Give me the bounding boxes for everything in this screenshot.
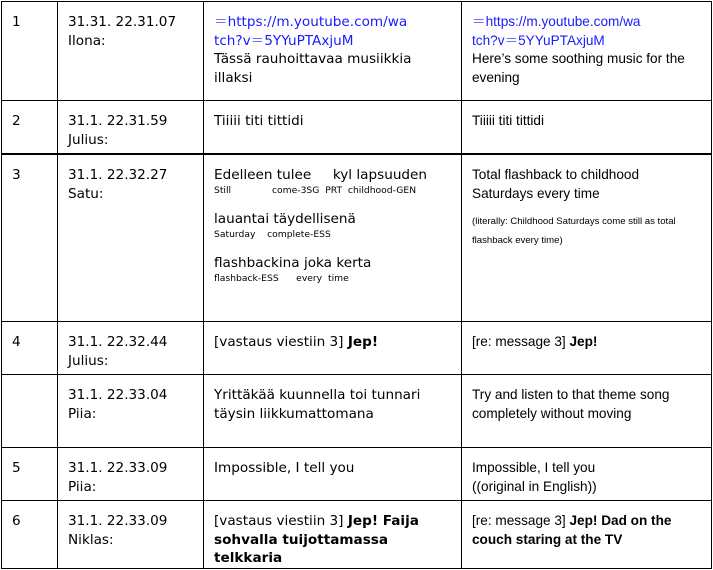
reply-reference: [re: message 3] [472, 513, 566, 528]
english-translation-cell [462, 448, 712, 501]
table-row [2, 501, 712, 569]
finnish-text: Impossible, I tell you [214, 460, 355, 476]
timestamp: 31.1. 22.33.09 [68, 513, 168, 529]
timestamp: 31.1. 22.31.59 [68, 113, 168, 129]
timestamp-speaker-cell [58, 322, 204, 375]
interlinear-gloss: Saturday complete-ESS [214, 229, 331, 240]
english-translation-cell [462, 154, 712, 322]
row-number: 6 [2, 501, 58, 569]
english-text: Jep! Dad on the couch staring at the TV [472, 513, 672, 547]
timestamp-speaker-cell [58, 101, 204, 155]
youtube-link[interactable]: ＝https://m.youtube.com/wa tch?v＝5YYuPTAxjuM [472, 14, 641, 48]
speaker-name: Piia: [68, 478, 97, 495]
finnish-message-cell [204, 448, 462, 501]
row-number [2, 375, 58, 448]
finnish-message-cell [204, 322, 462, 375]
reply-reference: [vastaus viestiin 3] [214, 513, 344, 529]
timestamp: 31.1. 22.33.04 [68, 387, 168, 403]
finnish-text: Yrittäkää kuunnella toi tunnari täysin liikkumattomana [214, 387, 421, 422]
timestamp: 31.1. 22.32.27 [68, 167, 168, 183]
finnish-text: Tiiiii titi tittidi [214, 113, 304, 129]
interlinear-gloss: Still come-3SG PRT childhood-GEN [214, 185, 417, 196]
timestamp: 31.1. 22.33.09 [68, 460, 168, 476]
finnish-message-cell [204, 2, 462, 101]
timestamp: 31.31. 22.31.07 [68, 14, 177, 30]
timestamp-speaker-cell [58, 2, 204, 101]
english-translation-cell [462, 501, 712, 569]
english-text: Try and listen to that theme song completely without moving [472, 387, 670, 421]
finnish-message-cell [204, 101, 462, 155]
reply-reference: [vastaus viestiin 3] [214, 334, 344, 350]
timestamp-speaker-cell [58, 448, 204, 501]
row-number: 4 [2, 322, 58, 375]
row-number: 3 [2, 154, 58, 322]
table-row [2, 448, 712, 501]
finnish-text: Jep! Faija sohvalla tuijottamassa telkkaria [214, 513, 419, 566]
english-text: Tiiiii titi tittidi [472, 113, 544, 128]
finnish-message-cell [204, 154, 462, 322]
speaker-name: Julius: [68, 352, 109, 369]
youtube-link[interactable]: ＝https://m.youtube.com/wa tch?v＝5YYuPTAxjuM [214, 14, 408, 49]
speaker-name: Ilona: [68, 32, 106, 49]
finnish-line: flashbackina joka kerta [214, 255, 372, 271]
table-row [2, 322, 712, 375]
finnish-line: lauantai täydellisenä [214, 211, 356, 227]
row-number: 5 [2, 448, 58, 501]
speaker-name: Niklas: [68, 531, 114, 548]
english-text: Impossible, I tell you [472, 460, 596, 475]
timestamp-speaker-cell [58, 501, 204, 569]
speaker-name: Satu: [68, 185, 104, 202]
finnish-text: Tässä rauhoittavaa musiikkia illaksi [214, 51, 412, 86]
row-number: 1 [2, 2, 58, 101]
reply-reference: [re: message 3] [472, 334, 566, 349]
transcript-table [1, 1, 712, 569]
table-row [2, 375, 712, 448]
english-translation-cell [462, 101, 712, 155]
english-translation-cell [462, 2, 712, 101]
interlinear-gloss: flashback-ESS every time [214, 273, 349, 284]
literal-translation: (literally: Childhood Saturdays come still as total flashback every time) [472, 216, 676, 246]
english-translation-cell [462, 375, 712, 448]
timestamp-speaker-cell [58, 154, 204, 322]
table-row [2, 2, 712, 101]
english-text: Jep! [569, 334, 598, 349]
row-number: 2 [2, 101, 58, 155]
table-row [2, 101, 712, 155]
timestamp: 31.1. 22.32.44 [68, 334, 168, 350]
speaker-name: Julius: [68, 131, 109, 148]
speaker-name: Piia: [68, 405, 97, 422]
finnish-text: Jep! [347, 334, 379, 350]
english-translation-cell [462, 322, 712, 375]
timestamp-speaker-cell [58, 375, 204, 448]
finnish-message-cell [204, 501, 462, 569]
finnish-line: Edelleen tulee kyl lapsuuden [214, 167, 428, 183]
original-language-note: ((original in English)) [472, 478, 597, 494]
english-text: Total flashback to childhood Saturdays every time [472, 167, 640, 201]
table-row [2, 154, 712, 322]
english-text: Here’s some soothing music for the evening [472, 51, 685, 85]
finnish-message-cell [204, 375, 462, 448]
